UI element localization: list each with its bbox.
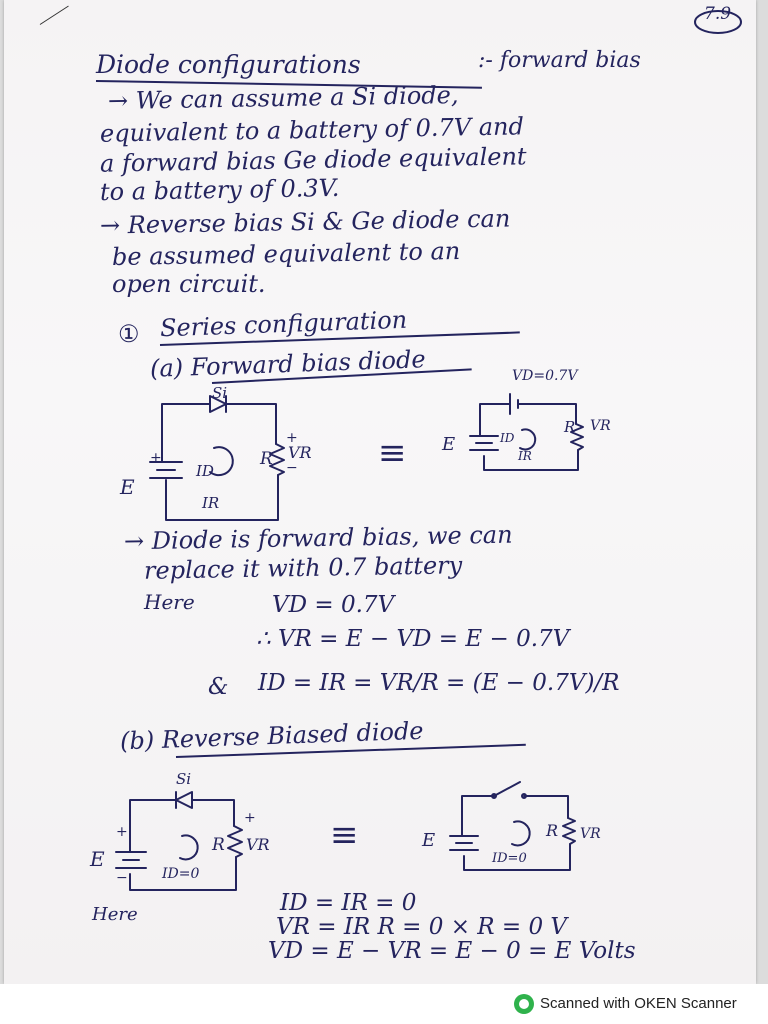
oken-scanner-logo-icon [514, 994, 534, 1014]
svg-text:ID: ID [500, 431, 515, 445]
svg-text:−: − [286, 460, 298, 476]
intro-line-7: open circuit. [112, 270, 266, 298]
equivalence-symbol-a: ≡ [378, 433, 407, 473]
equation-b-id: ID = IR = 0 [280, 890, 417, 916]
equation-vr: ∴ VR = E − VD = E − 0.7V [256, 626, 570, 652]
equivalence-symbol-b: ≡ [330, 815, 359, 855]
title-note: :- forward bias [478, 48, 641, 73]
svg-text:R: R [212, 835, 225, 855]
reverse-diode-symbol [176, 792, 192, 808]
open-switch-symbol [494, 782, 520, 796]
svg-text:VR: VR [590, 418, 611, 434]
part-b-title: (b) Reverse Biased diode [119, 716, 424, 756]
page-title: Diode configurations [96, 50, 361, 79]
section-title: Series configuration [159, 305, 408, 343]
svg-text:E: E [422, 830, 436, 851]
equation-b-vr: VR = IR R = 0 × R = 0 V [276, 914, 568, 940]
svg-text:E: E [442, 434, 456, 455]
equation-id: ID = IR = VR/R = (E − 0.7V)/R [258, 670, 620, 696]
svg-text:VR: VR [246, 835, 270, 854]
svg-text:Si: Si [176, 770, 192, 788]
equation-vd: VD = 0.7V [272, 592, 395, 618]
forward-bias-circuit [110, 384, 320, 532]
reverse-bias-circuit [86, 770, 296, 900]
part-a-note-2: replace it with 0.7 battery [143, 551, 463, 585]
equation-b-vd: VD = E − VR = E − 0 = E Volts [268, 938, 636, 964]
svg-text:R: R [260, 449, 273, 469]
intro-line-6: be assumed equivalent to an [111, 236, 461, 272]
svg-text:−: − [116, 870, 128, 886]
svg-text:+: + [116, 824, 128, 840]
svg-text:IR: IR [518, 449, 532, 463]
svg-text:VD=0.7V: VD=0.7V [512, 368, 578, 384]
intro-line-4: to a battery of 0.3V. [99, 173, 340, 207]
svg-text:VR: VR [580, 826, 601, 842]
svg-text:R: R [564, 418, 576, 436]
intro-line-2: equivalent to a battery of 0.7V and [99, 112, 525, 148]
forward-bias-equivalent-circuit [440, 360, 650, 480]
part-a-note-1: → Diode is forward bias, we can [123, 520, 513, 556]
svg-text:E: E [90, 847, 105, 871]
equation-and: & [208, 674, 229, 700]
svg-text:E: E [120, 475, 135, 499]
page-number: 7.9 [704, 4, 732, 24]
part-a-here: Here [144, 590, 195, 614]
intro-line-1: → We can assume a Si diode, [107, 80, 459, 116]
svg-text:ID=0: ID=0 [492, 851, 527, 866]
svg-text:R: R [546, 821, 559, 840]
svg-text:VR: VR [288, 443, 312, 462]
reverse-bias-equivalent-circuit [420, 766, 620, 886]
section-number: ① [118, 320, 140, 348]
svg-text:IR: IR [202, 494, 220, 512]
svg-text:ID=0: ID=0 [162, 866, 200, 882]
svg-text:ID: ID [196, 462, 214, 480]
part-b-here: Here [92, 904, 138, 925]
svg-text:+: + [150, 450, 162, 466]
intro-line-5: → Reverse bias Si & Ge diode can [99, 204, 511, 240]
intro-line-3: a forward bias Ge diode equivalent [99, 142, 527, 178]
svg-text:+: + [286, 430, 298, 446]
scanner-footer [0, 984, 768, 1024]
part-a-title: (a) Forward bias diode [149, 345, 426, 383]
scanner-watermark-text: Scanned with OKEN Scanner [540, 995, 737, 1012]
svg-text:Si: Si [212, 384, 228, 402]
svg-text:+: + [244, 810, 256, 826]
